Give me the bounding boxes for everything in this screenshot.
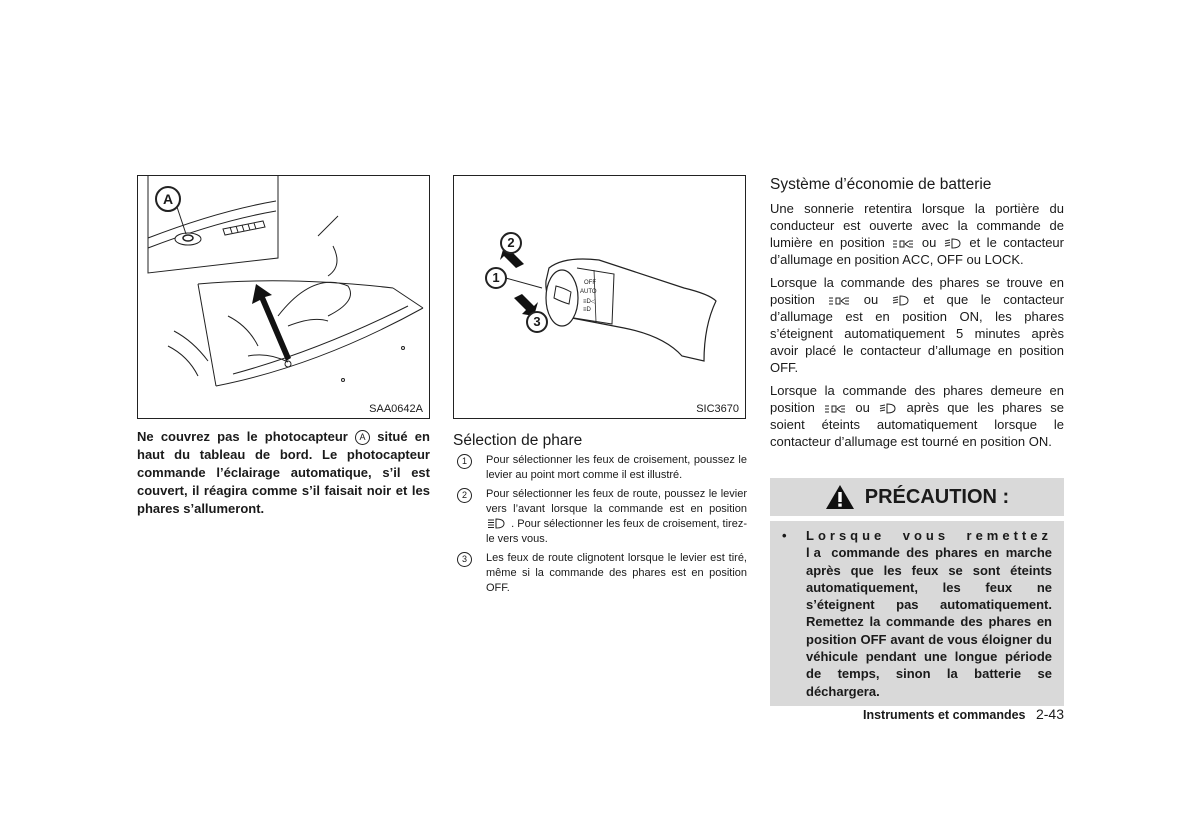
parking-light-icon [827, 296, 851, 306]
item-text: Pour sélectionner les feux de croisement, poussez le levier au point mort comme il est illustré. [486, 454, 747, 481]
page-number: 2-43 [1035, 706, 1064, 722]
callout-1: 1 [485, 267, 507, 289]
figure-headlight-lever [453, 175, 746, 419]
caution-box [770, 478, 1064, 706]
switch-label-parking: ≡D◁ [583, 299, 596, 305]
instruction-list [453, 453, 747, 596]
caution-content [770, 521, 1064, 706]
headlight-icon [878, 403, 898, 414]
list-item [453, 487, 747, 547]
p1-text-a: Une sonnerie retentira lorsque la portière du conducteur est ouverte avec la commande de lumière en position [770, 201, 1064, 250]
callout-3: 3 [526, 311, 548, 333]
headlight-icon [891, 295, 911, 306]
callout-a-inline: A [355, 430, 370, 445]
warning-icon [825, 484, 855, 510]
switch-label-headlight: ≡D [583, 307, 591, 313]
caution-rest: commande des phares en marche après que les feux se sont éteints automatiquement, les feux ne s’éteignent pas automatiquement. Remettez la commande des phares en position OFF avant de vous éloigner du véhicule pendant une longue période de temps, sinon la batterie se déchargera. [806, 545, 1052, 699]
section-title: Système d’économie de batterie [770, 176, 992, 193]
parking-light-icon [891, 239, 915, 249]
callout-a: A [155, 186, 181, 212]
headlight-icon [943, 238, 963, 249]
item-number: 2 [457, 488, 472, 503]
caption-part-1: Ne couvrez pas le photocapteur [137, 429, 348, 444]
p3-text-a: Lorsque la commande des phares demeure en position [770, 383, 1064, 415]
item-number: 1 [457, 454, 472, 469]
bullet-icon: • [782, 528, 787, 543]
caution-title: PRÉCAUTION : [864, 485, 1010, 508]
p1-text-b: et le contacteur d’allumage en position ACC, OFF ou LOCK. [770, 235, 1064, 267]
caution-lead: Lorsque vous remettez la [806, 528, 1052, 561]
p2-ou: ou [863, 292, 879, 307]
p2-text-a: Lorsque la commande des phares se trouve en position [770, 275, 1064, 307]
list-item [453, 453, 747, 483]
switch-label-off: OFF [584, 280, 596, 286]
p3-ou: ou [855, 400, 870, 415]
caution-header [770, 478, 1064, 516]
paragraph-2 [770, 274, 1064, 376]
p2-text-b: et que le contacteur d’allumage est en position ON, les phares s’éteignent automatiquement 5 minutes après avoir placé le contacteur d’allumage en position OFF. [770, 292, 1064, 375]
callout-2: 2 [500, 232, 522, 254]
battery-saver-section [770, 176, 1064, 456]
figure-code: SAA0642A [369, 403, 423, 415]
paragraph-1 [770, 200, 1064, 268]
photo-sensor-caption [137, 428, 430, 518]
caution-text [784, 527, 1052, 700]
item-text-before: Pour sélectionner les feux de route, poussez le levier vers l’avant lorsque la commande est en position [486, 488, 747, 515]
item-text: Les feux de route clignotent lorsque le levier est tiré, même si la commande des phares est en position OFF. [486, 552, 747, 594]
section-title: Sélection de phare [453, 432, 583, 449]
list-item [453, 551, 747, 596]
p3-text-b: après que les phares se soient éteints automatiquement lorsque le contacteur d’allumage est tourné en position ON. [770, 400, 1064, 449]
figure-code: SIC3670 [696, 403, 739, 415]
dashboard-illustration [138, 176, 428, 398]
footer-section-label: Instruments et commandes [862, 708, 1026, 722]
high-beam-icon [486, 518, 508, 529]
paragraph-3 [770, 382, 1064, 450]
item-number: 3 [457, 552, 472, 567]
p1-ou: ou [921, 235, 937, 250]
headlight-selection-section [453, 432, 747, 600]
switch-label-auto: AUTO [580, 289, 597, 295]
caption-part-2: situé en haut du tableau de bord. Le photocapteur commande l’éclairage automatique, s’il est couvert, il réagira comme s’il faisait noir et les phares s’allumeront. [137, 429, 430, 516]
item-text-after: . Pour sélectionner les feux de croisement, tirez-le vers vous. [486, 518, 747, 545]
figure-photo-sensor [137, 175, 430, 419]
page-footer [770, 706, 1064, 724]
parking-light-icon [823, 404, 847, 414]
